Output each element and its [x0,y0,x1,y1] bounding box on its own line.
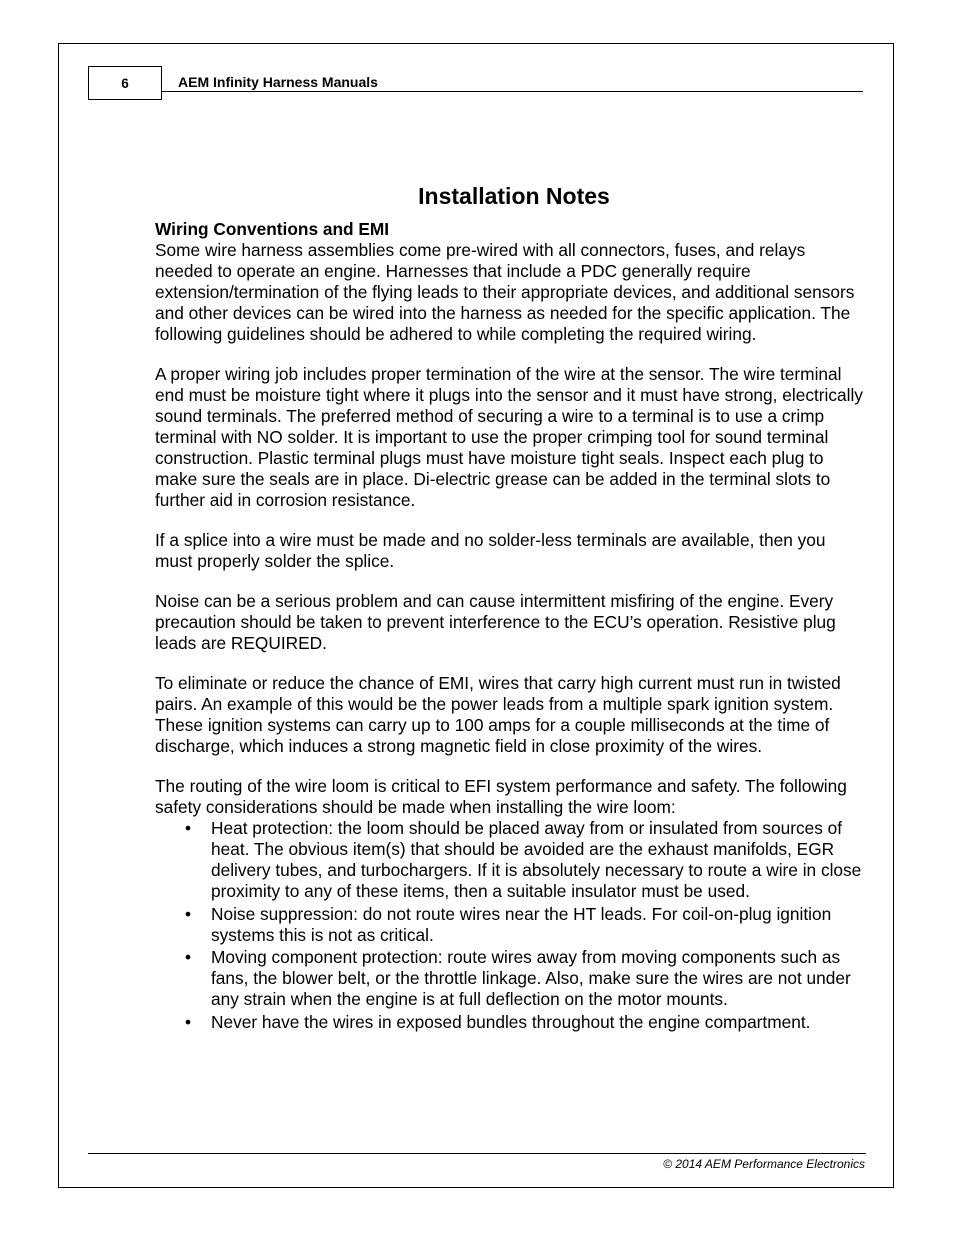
bullet-icon: • [185,903,192,924]
list-item-text: Moving component protection: route wires away from moving components such as fans, the blower belt, or the throttle linkage. Also, make sure the wires are not under any strain when the engine is at full deflection on the motor mounts. [211,947,851,1009]
bullet-icon: • [185,818,192,838]
main-content [155,181,867,1034]
safety-considerations-list [155,818,867,1033]
list-item [185,903,867,946]
list-item-text: Never have the wires in exposed bundles throughout the engine compartment. [211,1011,811,1032]
list-item [185,947,867,1010]
bullet-icon: • [185,947,192,967]
list-item-text: Heat protection: the loom should be placed away from or insulated from sources of heat. The obvious item(s) that should be avoided are the exhaust manifolds, EGR delivery tubes, and turbochargers. If it is absolutely necessary to route a wire in close proximity to any of these items, then a suitable insulator must be used. [211,818,862,901]
footer-divider [88,1153,866,1154]
paragraph-splice: If a splice into a wire must be made and no solder-less terminals are available, then you must properly solder the splice. [155,530,826,571]
page-number: 6 [88,66,162,100]
section-heading: Wiring Conventions and EMI [155,219,390,239]
paragraph-intro: Some wire harness assemblies come pre-wired with all connectors, fuses, and relays needed to operate an engine. Harnesses that include a PDC generally require extension/termination of the flying leads to their appropriate devices, and additional sensors and other devices can be wired into the harness as needed for the specific application. The following guidelines should be adhered to while completing the required wiring. [155,240,855,344]
header-title: AEM Infinity Harness Manuals [178,74,378,90]
header-divider [162,91,863,92]
paragraph-emi: To eliminate or reduce the chance of EMI, wires that carry high current must run in twisted pairs. An example of this would be the power leads from a multiple spark ignition system. These ignition systems can carry up to 100 amps for a couple milliseconds at the time of discharge, which induces a strong magnetic field in close proximity of the wires. [155,673,841,756]
bullet-icon: • [185,1011,192,1032]
paragraph-routing: The routing of the wire loom is critical to EFI system performance and safety. The following safety considerations should be made when installing the wire loom: [155,776,847,817]
paragraph-noise: Noise can be a serious problem and can cause intermittent misfiring of the engine. Every precaution should be taken to prevent interference to the ECU’s operation. Resistive plug leads are REQUIRED. [155,591,836,653]
list-item [185,1011,867,1033]
paragraph-termination: A proper wiring job includes proper termination of the wire at the sensor. The wire terminal end must be moisture tight where it plugs into the sensor and it must have strong, electrically sound terminals. The preferred method of securing a wire to a terminal is to use a crimp terminal with NO solder. It is important to use the proper crimping tool for sound terminal construction. Plastic terminal plugs must have moisture tight seals. Inspect each plug to make sure the seals are in place. Di-electric grease can be added in the terminal slots to further aid in corrosion resistance. [155,364,863,510]
page-title: Installation Notes [418,183,610,209]
list-item-text: Noise suppression: do not route wires near the HT leads. For coil-on-plug ignition systems this is not as critical. [211,903,832,945]
footer-copyright: © 2014 AEM Performance Electronics [663,1157,865,1171]
list-item [185,818,867,902]
